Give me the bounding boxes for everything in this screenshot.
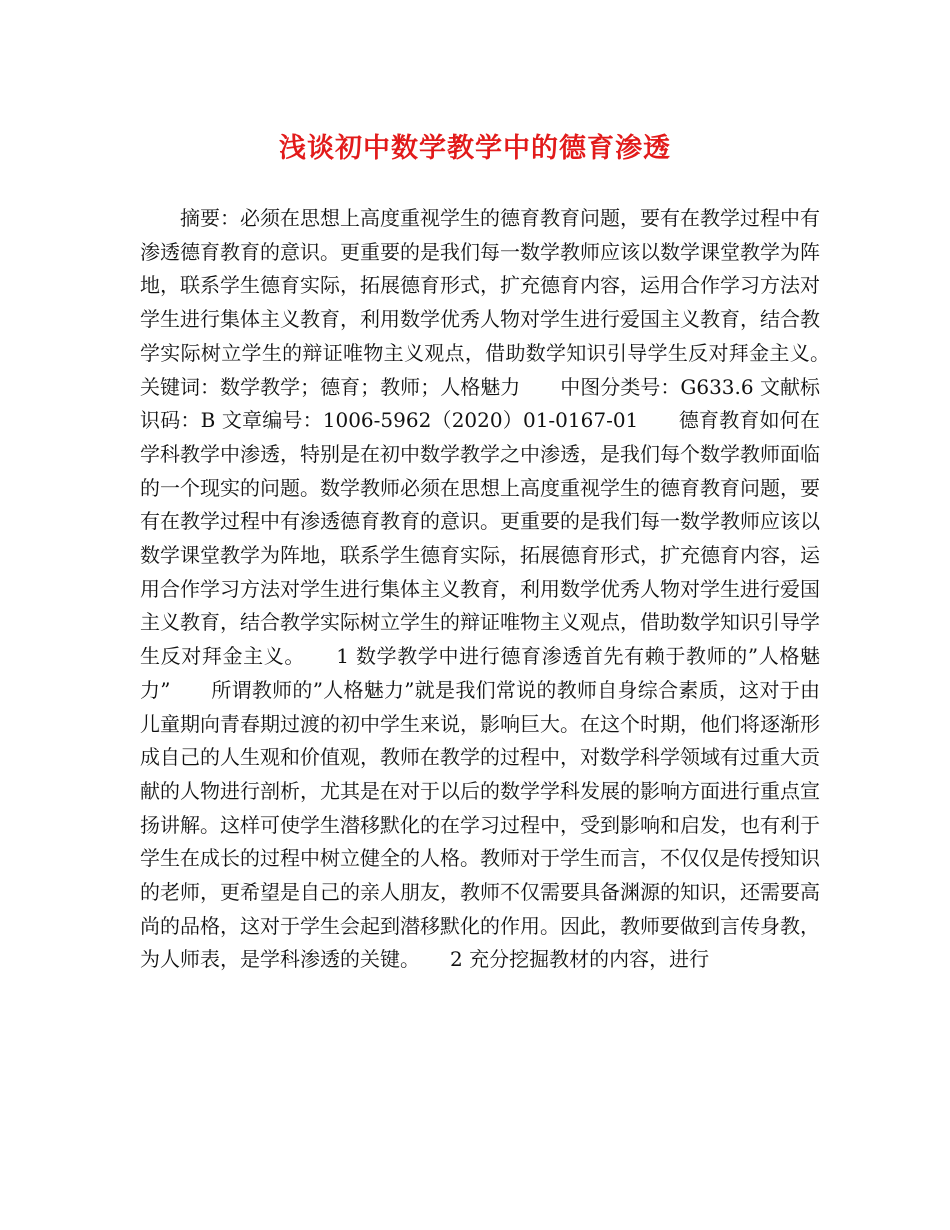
document-body-paragraph: 摘要：必须在思想上高度重视学生的德育教育问题，要有在教学过程中有渗透德育教育的意识。更重要的是我们每一数学教师应该以数学课堂教学为阵地，联系学生德育实际，拓展德育形式，扩充德育内容，运用合作学习方法对学生进行集体主义教育，利用数学优秀人物对学生进行爱国主义教育，结合教学实际树立学生的辩证唯物主义观点，借助数学知识引导学生反对拜金主义。 关键词：数学教学；德育；教师；人格魅力 中图分类号：G633.6 文献标识码：B 文章编号：1006-5962（2020）01-0167-01 德育教育如何在学科教学中渗透，特别是在初中数学教学之中渗透，是我们每个数学教师面临的一个现实的问题。数学教师必须在思想上高度重视学生的德育教育问题，要有在教学过程中有渗透德育教育的意识。更重要的是我们每一数学教师应该以数学课堂教学为阵地，联系学生德育实际，拓展德育形式，扩充德育内容，运用合作学习方法对学生进行集体主义教育，利用数学优秀人物对学生进行爱国主义教育，结合教学实际树立学生的辩证唯物主义观点，借助数学知识引导学生反对拜金主义。 1 数学教学中进行德育渗透首先有赖于教师的”人格魅力” 所谓教师的”人格魅力”就是我们常说的教师自身综合素质，这对于由儿童期向青春期过渡的初中学生来说，影响巨大。在这个时期，他们将逐渐形成自己的人生观和价值观，教师在教学的过程中，对数学科学领域有过重大贡献的人物进行剖析，尤其是在对于以后的数学学科发展的影响方面进行重点宣扬讲解。这样可使学生潜移默化的在学习过程中，受到影响和启发，也有利于学生在成长的过程中树立健全的人格。教师对于学生而言，不仅仅是传授知识的老师，更希望是自己的亲人朋友，教师不仅需要具备渊源的知识，还需要高尚的品格，这对于学生会起到潜移默化的作用。因此，教师要做到言传身教，为人师表，是学科渗透的关键。 2 充分挖掘教材的内容，进行 bbox=[140, 206, 860, 972]
document-title: 浅谈初中数学教学中的德育渗透 bbox=[279, 133, 671, 164]
